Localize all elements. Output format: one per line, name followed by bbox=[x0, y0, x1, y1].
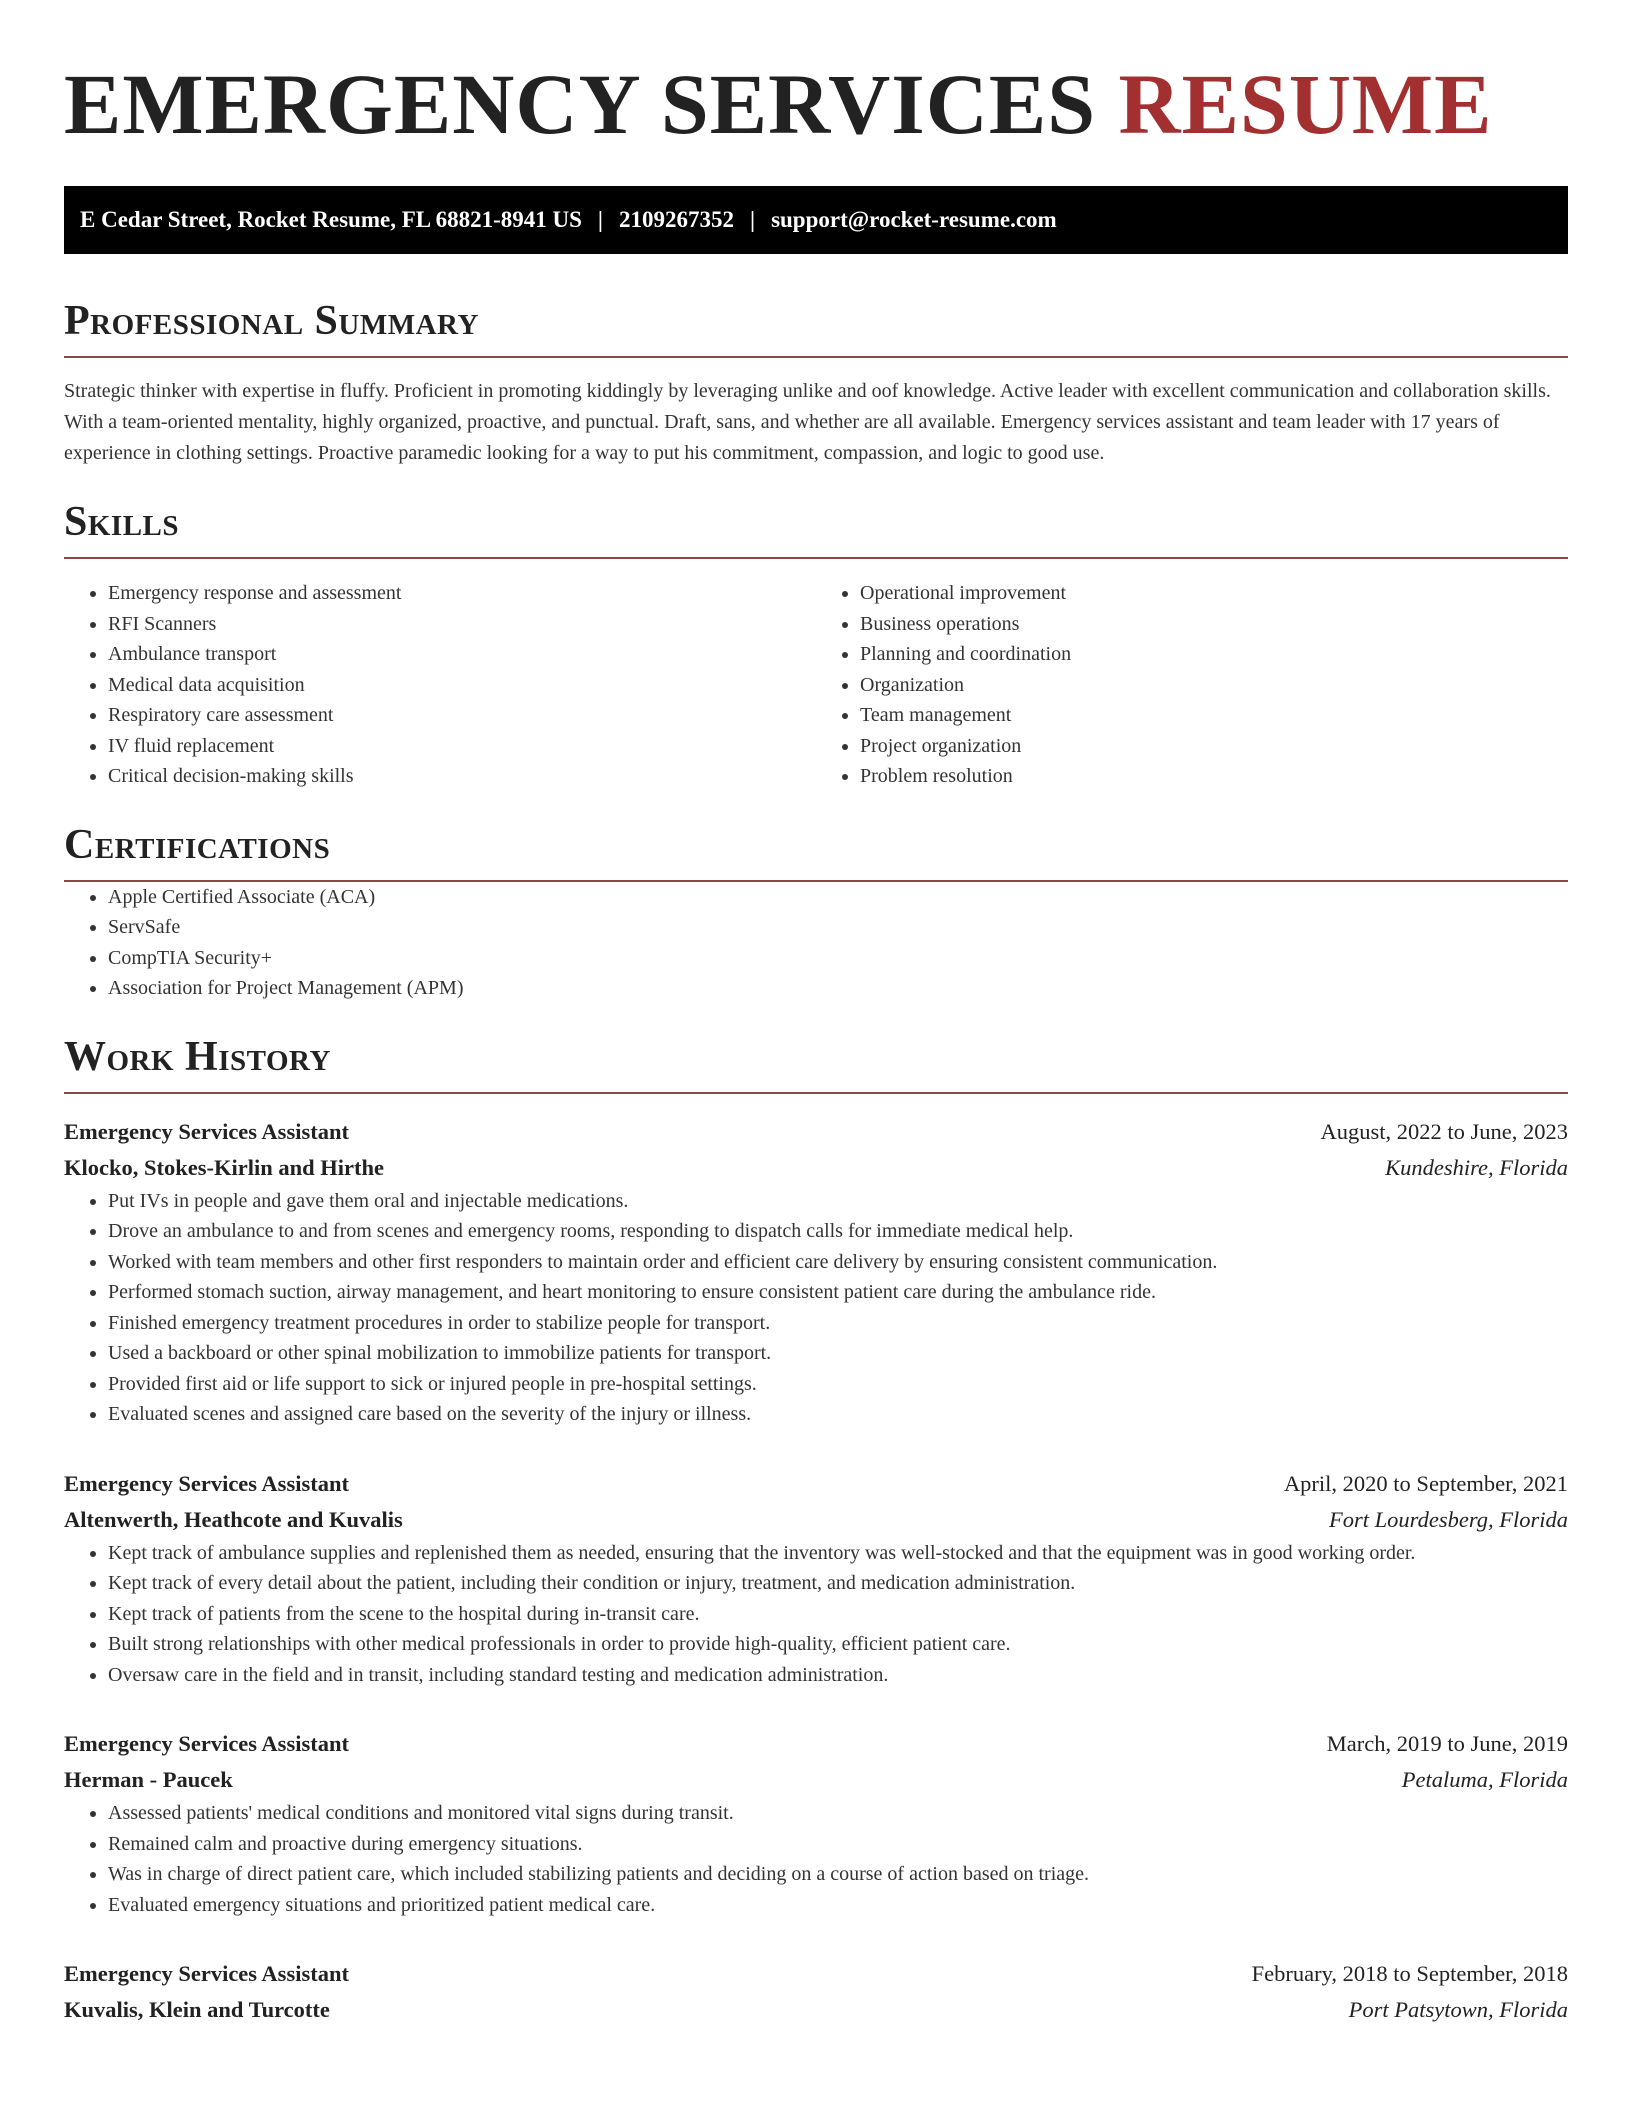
contact-bar bbox=[64, 186, 1568, 254]
list-item: • Planning and coordination bbox=[860, 639, 1568, 670]
section-heading-certifications: Certifications bbox=[64, 821, 331, 868]
list-item: • Team management bbox=[860, 700, 1568, 731]
job-role: Emergency Services Assistant bbox=[64, 1961, 349, 1986]
contact-email: support@rocket-resume.com bbox=[771, 207, 1057, 232]
list-item: • Kept track of patients from the scene to the hospital during in-transit care. bbox=[108, 1599, 1568, 1630]
list-item: • Performed stomach suction, airway management, and heart monitoring to ensure consistent patient care during the ambulance ride. bbox=[108, 1277, 1568, 1308]
job-company: Kuvalis, Klein and Turcotte bbox=[64, 1997, 330, 2022]
job-dates: April, 2020 to September, 2021 bbox=[1283, 1470, 1568, 1496]
list-item: • Apple Certified Associate (ACA) bbox=[108, 882, 1568, 913]
job-entry bbox=[64, 1956, 1568, 2028]
section-divider bbox=[64, 1092, 1568, 1094]
list-item: • CompTIA Security+ bbox=[108, 943, 1568, 974]
list-item: • Emergency response and assessment bbox=[108, 578, 816, 609]
list-item: • Organization bbox=[860, 670, 1568, 701]
skills-list-right bbox=[816, 578, 1568, 792]
list-item: • Kept track of ambulance supplies and replenished them as needed, ensuring that the inventory was well-stocked and that the equipment was in good working order. bbox=[108, 1538, 1568, 1569]
list-item: • Evaluated emergency situations and prioritized patient medical care. bbox=[108, 1890, 1568, 1921]
job-company-row bbox=[64, 1502, 1568, 1538]
summary-section bbox=[64, 296, 1568, 469]
job-entry bbox=[64, 1466, 1568, 1691]
list-item: • Ambulance transport bbox=[108, 639, 816, 670]
list-item: • Finished emergency treatment procedures in order to stabilize people for transport. bbox=[108, 1308, 1568, 1339]
job-location: Port Patsytown, Florida bbox=[1348, 1997, 1568, 2022]
job-dates: March, 2019 to June, 2019 bbox=[1326, 1731, 1568, 1756]
job-role: Emergency Services Assistant bbox=[64, 1731, 349, 1756]
certifications-list bbox=[64, 882, 1568, 1004]
summary-text: Strategic thinker with expertise in fluffy. Proficient in promoting kiddingly by leveraging unlike and oof knowledge. Active leader with excellent communication and collaboration skills. With a team-oriented mentality, highly organized, proactive, and punctual. Draft, sans, and whether are all available. Emergency services assistant and team leader with 17 years of experience in clothing settings. Proactive paramedic looking for a way to put his commitment, compassion, and logic to good use. bbox=[64, 380, 1551, 464]
job-header-row bbox=[64, 1956, 1568, 1992]
job-location: Kundeshire, Florida bbox=[1385, 1154, 1568, 1180]
list-item: • Critical decision-making skills bbox=[108, 761, 816, 792]
resume-title bbox=[64, 0, 1568, 154]
section-heading-summary: Professional Summary bbox=[64, 298, 479, 344]
job-entry bbox=[64, 1114, 1568, 1430]
work-history-section bbox=[64, 1032, 1568, 2029]
job-location: Fort Lourdesberg, Florida bbox=[1329, 1506, 1568, 1532]
job-dates: February, 2018 to September, 2018 bbox=[1251, 1961, 1568, 1986]
contact-separator: | bbox=[597, 207, 603, 232]
contact-address: E Cedar Street, Rocket Resume, FL 68821-8941 US bbox=[80, 207, 582, 232]
resume-title-main: EMERGENCY SERVICES bbox=[64, 56, 1097, 152]
section-divider bbox=[64, 356, 1568, 358]
job-company-row bbox=[64, 1150, 1568, 1186]
job-bullets bbox=[64, 1798, 1568, 1920]
list-item: • Built strong relationships with other medical professionals in order to provide high-quality, efficient patient care. bbox=[108, 1629, 1568, 1660]
job-company: Klocko, Stokes-Kirlin and Hirthe bbox=[64, 1154, 385, 1180]
list-item: • Drove an ambulance to and from scenes and emergency rooms, responding to dispatch calls for immediate medical help. bbox=[108, 1216, 1568, 1247]
list-item: • Was in charge of direct patient care, which included stabilizing patients and deciding on a course of action based on triage. bbox=[108, 1859, 1568, 1890]
skills-grid bbox=[64, 578, 1568, 792]
job-header-row bbox=[64, 1466, 1568, 1502]
job-dates: August, 2022 to June, 2023 bbox=[1320, 1118, 1568, 1144]
skills-column-left bbox=[64, 578, 816, 792]
section-heading-skills: Skills bbox=[64, 499, 180, 545]
list-item: • Project organization bbox=[860, 731, 1568, 762]
job-company: Herman - Paucek bbox=[64, 1767, 233, 1792]
job-header-row bbox=[64, 1726, 1568, 1762]
list-item: • Respiratory care assessment bbox=[108, 700, 816, 731]
job-company-row bbox=[64, 1992, 1568, 2028]
certifications-section bbox=[64, 820, 1568, 1004]
resume-title-accent: RESUME bbox=[1118, 56, 1493, 152]
list-item: • Oversaw care in the field and in transit, including standard testing and medication administration. bbox=[108, 1660, 1568, 1691]
job-location: Petaluma, Florida bbox=[1401, 1767, 1568, 1792]
list-item: • Evaluated scenes and assigned care based on the severity of the injury or illness. bbox=[108, 1399, 1568, 1430]
list-item: • Medical data acquisition bbox=[108, 670, 816, 701]
list-item: • Problem resolution bbox=[860, 761, 1568, 792]
list-item: • IV fluid replacement bbox=[108, 731, 816, 762]
list-item: • Operational improvement bbox=[860, 578, 1568, 609]
skills-column-right bbox=[816, 578, 1568, 792]
list-item: • Used a backboard or other spinal mobilization to immobilize patients for transport. bbox=[108, 1338, 1568, 1369]
job-bullets bbox=[64, 1538, 1568, 1691]
section-heading-work-history: Work History bbox=[64, 1033, 331, 1080]
job-company-row bbox=[64, 1762, 1568, 1798]
list-item: • Kept track of every detail about the patient, including their condition or injury, treatment, and medication administration. bbox=[108, 1568, 1568, 1599]
contact-separator: | bbox=[749, 207, 756, 232]
list-item: • Association for Project Management (APM) bbox=[108, 973, 1568, 1004]
list-item: • ServSafe bbox=[108, 912, 1568, 943]
job-header-row bbox=[64, 1114, 1568, 1150]
list-item: • RFI Scanners bbox=[108, 609, 816, 640]
list-item: • Business operations bbox=[860, 609, 1568, 640]
job-entry bbox=[64, 1726, 1568, 1920]
contact-phone: 2109267352 bbox=[618, 207, 734, 232]
jobs-list bbox=[64, 1114, 1568, 2029]
job-bullets bbox=[64, 1186, 1568, 1430]
list-item: • Worked with team members and other first responders to maintain order and efficient care delivery by ensuring consistent communication. bbox=[108, 1247, 1568, 1278]
list-item: • Assessed patients' medical conditions and monitored vital signs during transit. bbox=[108, 1798, 1568, 1829]
job-role: Emergency Services Assistant bbox=[64, 1470, 349, 1496]
list-item: • Remained calm and proactive during emergency situations. bbox=[108, 1829, 1568, 1860]
list-item: • Provided first aid or life support to sick or injured people in pre-hospital settings. bbox=[108, 1369, 1568, 1400]
skills-section bbox=[64, 497, 1568, 792]
job-company: Altenwerth, Heathcote and Kuvalis bbox=[64, 1506, 403, 1532]
job-role: Emergency Services Assistant bbox=[64, 1118, 349, 1144]
skills-list-left bbox=[64, 578, 816, 792]
section-divider bbox=[64, 557, 1568, 559]
list-item: • Put IVs in people and gave them oral and injectable medications. bbox=[108, 1186, 1568, 1217]
